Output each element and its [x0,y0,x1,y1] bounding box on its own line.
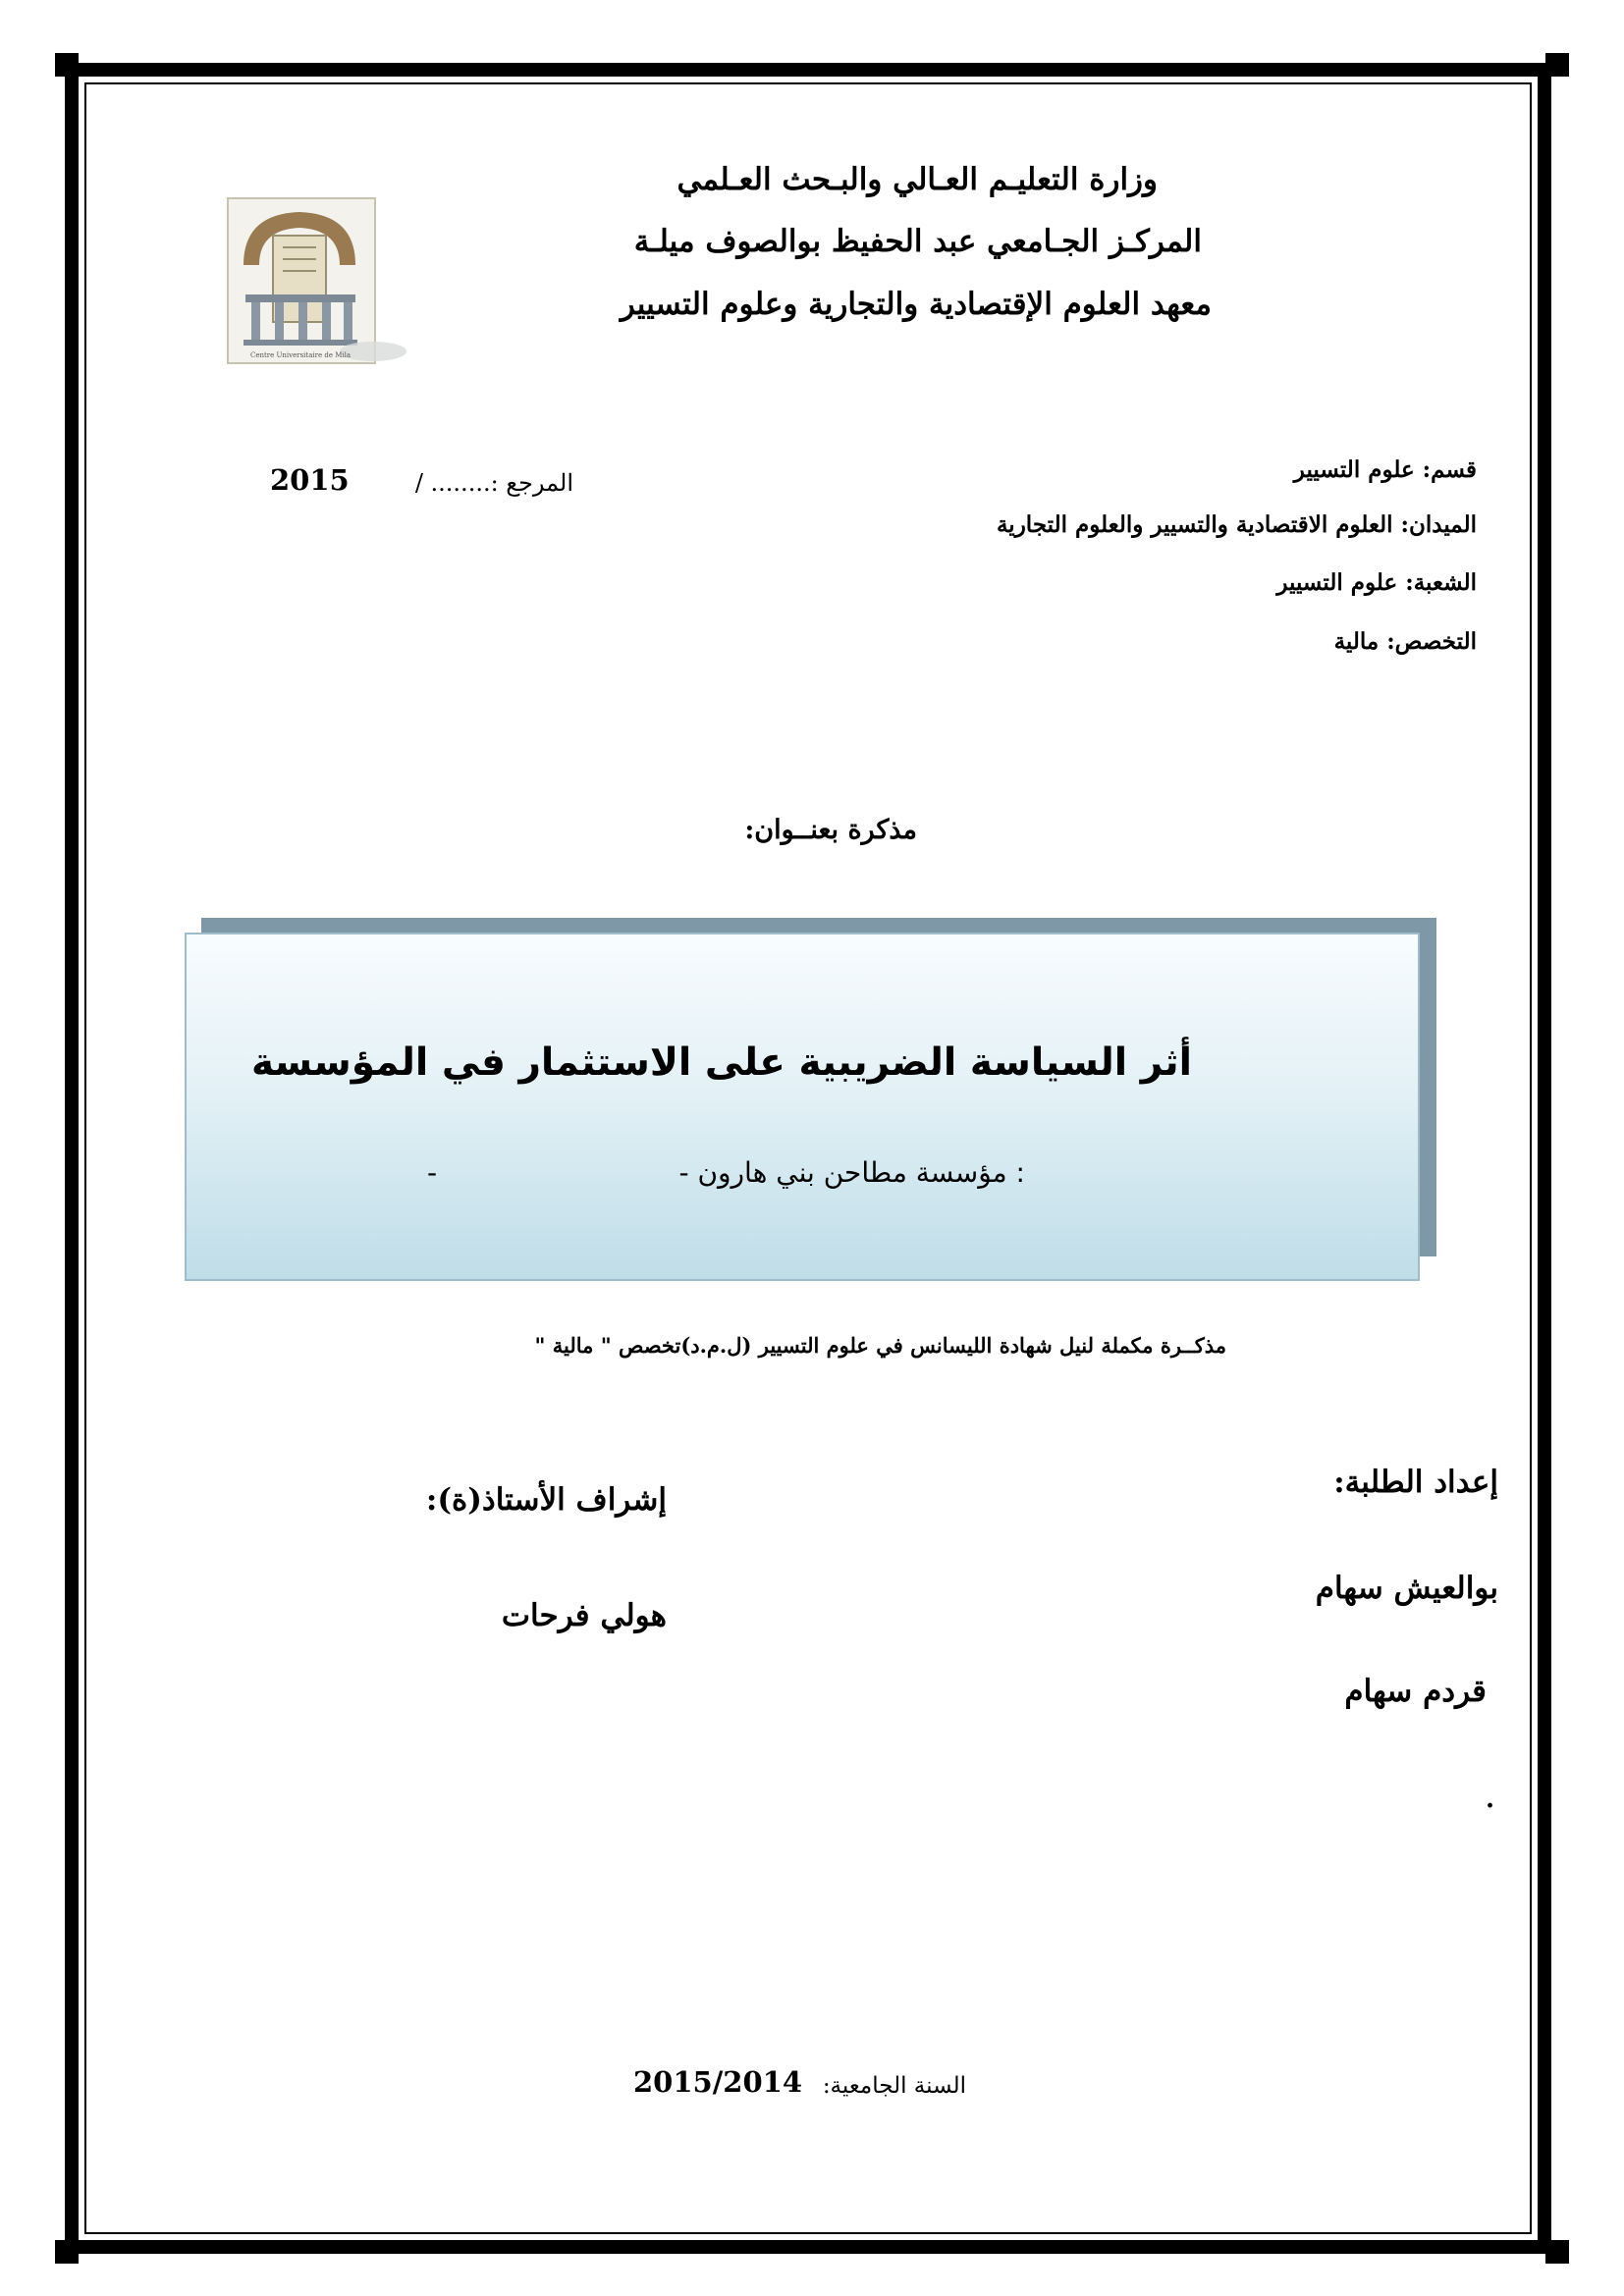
border-corner-top-right [1545,53,1569,77]
logo-caption: Centre Universitaire de Mila [249,351,352,359]
academic-year-label: السنة الجامعية: [822,2073,966,2099]
supervisor-name: هولي فرحات [501,1598,667,1633]
student-name-2: قردم سهام [1344,1674,1487,1709]
trailing-mark: . [1485,1785,1494,1814]
branch-line: الشعبة: علوم التسيير [1276,569,1477,596]
supervisor-label: إشراف الأستاذ(ة): [425,1482,667,1518]
title-box [185,933,1420,1281]
degree-note: مذكــرة مكملة لنيل شهادة الليسانس في علوم التسيير (ل.م.د)تخصص " مالية " [534,1333,1226,1358]
border-corner-bottom-left [55,2240,79,2264]
center-heading: المركـز الجـامعي عبد الحفيظ بوالصوف ميلـة [633,224,1202,259]
field-line: الميدان: العلوم الاقتصادية والتسيير والعلوم التجارية [996,511,1477,538]
students-label: إعداد الطلبة: [1333,1465,1498,1500]
reference-year: 2015 [270,463,350,497]
academic-year-value: 2015/2014 [633,2065,803,2099]
border-corner-bottom-right [1545,2240,1569,2264]
institute-heading: معهد العلوم الإقتصادية والتجارية وعلوم التسيير [620,287,1212,322]
border-corner-top-left [55,53,79,77]
department-line: قسم: علوم التسيير [1293,456,1477,483]
thesis-intro: مذكرة بعنــوان: [744,815,917,845]
case-study-dash: - [427,1156,438,1189]
case-study-line: : مؤسسة مطاحن بني هارون - [678,1156,1025,1189]
ministry-heading: وزارة التعليـم العـالي والبـحث العـلمي [677,162,1158,197]
student-name-1: بوالعيش سهام [1315,1571,1498,1606]
thesis-title: أثر السياسة الضريبية على الاستثمار في المؤسسة [251,1041,1192,1085]
university-logo [226,196,412,373]
reference-label: المرجع :........ / [414,469,573,497]
specialty-line: التخصص: مالية [1333,628,1477,655]
